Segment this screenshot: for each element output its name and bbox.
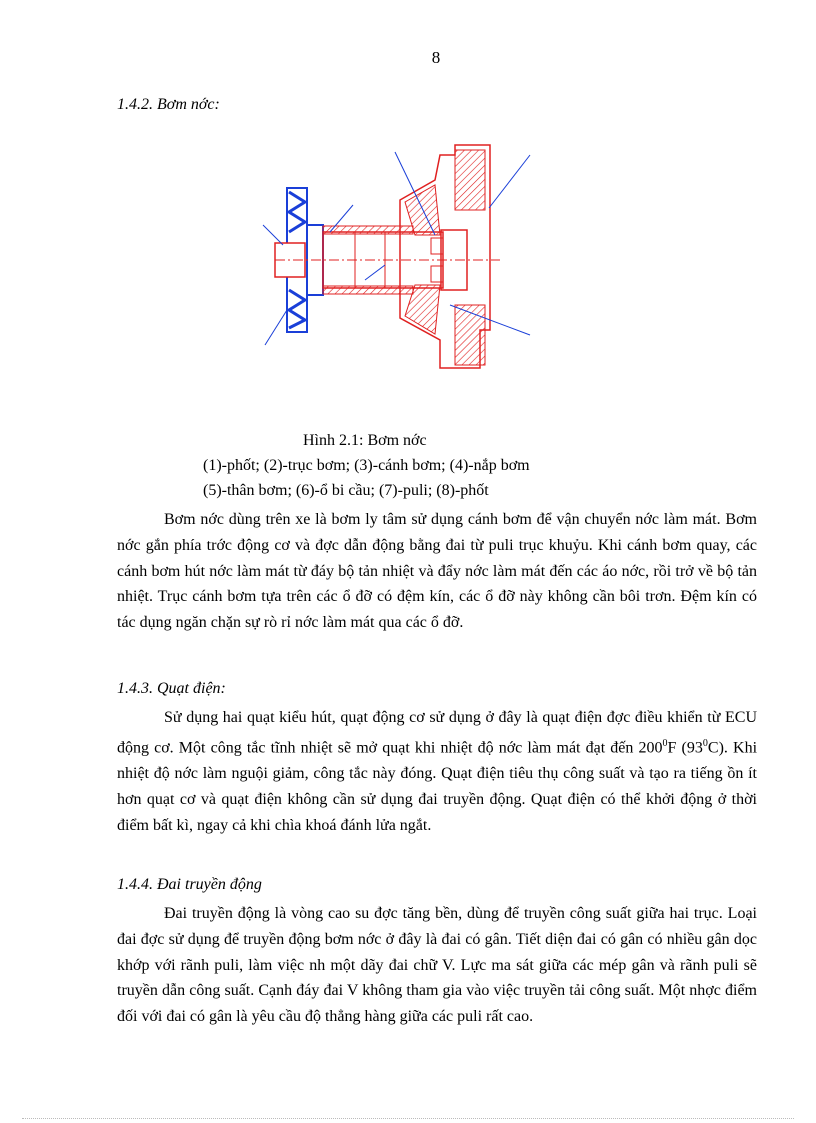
section-heading-water-pump: 1.4.2. Bơm nớc: — [117, 96, 220, 113]
fan-text-part-1: Sử dụng hai quạt kiểu hút, quạt động cơ sử dụng ở đây là quạt điện đợc điều khiển từ ECU động cơ. Một công tắc tĩnh nhiệt sẽ mở quạt khi nhiệt độ nớc làm mát đạt đến 200 — [117, 709, 757, 757]
paragraph-drive-belt: Đai truyền động là vòng cao su đợc tăng bền, dùng để truyền công suất giữa hai trục. Loại đai đợc sử dụng để truyền động bơm nớc ở đây là đai có gân. Tiết diện đai có gân có nhiều gân dọc khớp với rãnh puli, làm việc nh một dãy đai chữ V. Lực ma sát giữa các mép gân và rãnh puli sẽ truyền dẫn công suất. Cạnh đáy đai V không tham gia vào việc truyền tải công suất. Một nhợc điểm đối với đai có gân là yêu cầu độ thẳng hàng giữa các puli rất cao. — [117, 905, 757, 1026]
figure-legend-line-2: (5)-thân bơm; (6)-ổ bi cầu; (7)-puli; (8)-phốt — [203, 482, 489, 499]
section-heading-electric-fan: 1.4.3. Quạt điện: — [117, 680, 226, 697]
fan-text-part-2: F (93 — [667, 739, 703, 757]
footer-divider — [22, 1118, 794, 1119]
degree-superscript-2: 0 — [702, 737, 708, 749]
section-heading-drive-belt: 1.4.4. Đai truyền động — [117, 876, 262, 893]
water-pump-drawing — [255, 140, 555, 375]
paragraph-water-pump: Bơm nớc dùng trên xe là bơm ly tâm sử dụng cánh bơm để vận chuyển nớc làm mát. Bơm nớc gắn phía trớc động cơ và đợc dẫn động bằng đai từ puli trục khuỷu. Khi cánh bơm quay, các cánh bơm hút nớc làm mát từ đáy bộ tản nhiệt và đẩy nớc làm mát đến các áo nớc, rồi trở về bộ tản nhiệt. Trục cánh bơm tựa trên các ổ đỡ có đệm kín, các ổ đỡ này không cần bôi trơn. Đệm kín có tác dụng ngăn chặn sự rò rỉ nớc làm mát qua các ổ đỡ. — [117, 511, 757, 632]
page-number: 8 — [431, 48, 441, 67]
figure-caption: Hình 2.1: Bơm nớc — [303, 432, 427, 449]
paragraph-electric-fan — [117, 705, 757, 838]
pump-housing-shape — [400, 145, 490, 368]
figure-legend-line-1: (1)-phốt; (2)-trục bơm; (3)-cánh bơm; (4)-nắp bơm — [203, 457, 530, 474]
fan-text-part-3: C). Khi nhiệt độ nớc làm nguội giảm, công tắc này đóng. Quạt điện tiêu thụ công suất và tạo ra tiếng ồn ít hơn quạt cơ và quạt điện không cần sử dụng đai truyền động. Quạt điện có thể khởi động ở thời điểm bất kì, ngay cả khi chìa khoá đánh lửa ngắt. — [117, 739, 758, 834]
degree-superscript-1: 0 — [662, 737, 668, 749]
